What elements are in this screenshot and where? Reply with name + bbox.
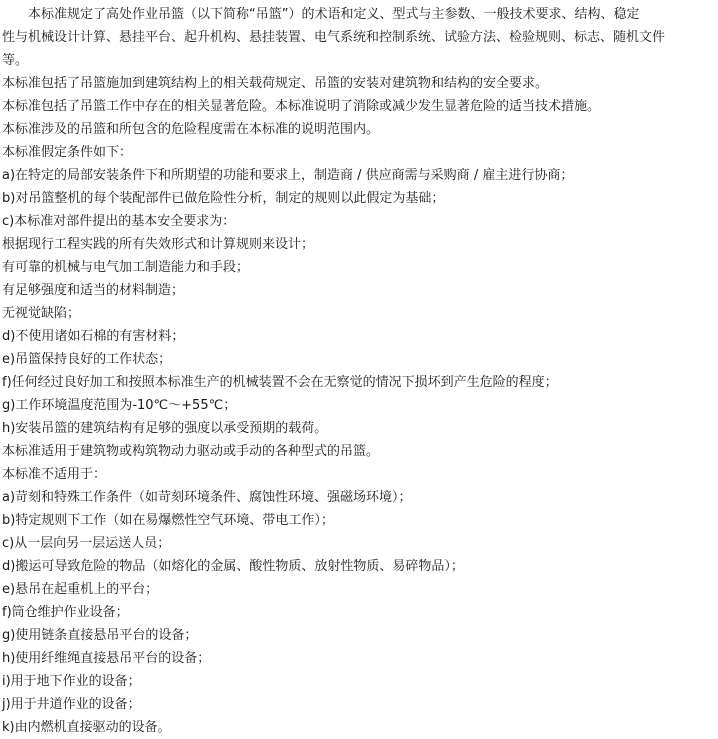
text-line: e)悬吊在起重机上的平台； [2, 582, 159, 597]
text-line: 本标准不适用于： [2, 467, 107, 482]
text-line: f)筒仓维护作业设备； [2, 605, 129, 620]
text-line: 本标准包括了吊篮工作中存在的相关显著危险。本标准说明了消除或减少发生显著危险的适当技术措施。 [2, 99, 601, 114]
text-line: h)安装吊篮的建筑结构有足够的强度以承受预期的载荷。 [2, 421, 328, 436]
text-line: i)用于地下作业的设备； [2, 674, 141, 689]
text-line: a)苛刻和特殊工作条件（如苛刻环境条件、腐蚀性环境、强磁场环境）； [2, 490, 412, 505]
text-line: d)搬运可导致危险的物品（如熔化的金属、酸性物质、放射性物质、易碎物品）； [2, 559, 464, 574]
text-line: b)特定规则下工作（如在易爆燃性空气环境、带电工作）； [2, 513, 334, 528]
text-line: b)对吊篮整机的每个装配部件已做危险性分析，制定的规则以此假定为基础； [2, 191, 445, 206]
text-line: 无视觉缺陷； [2, 306, 81, 321]
text-line: k)由内燃机直接驱动的设备。 [2, 720, 171, 735]
text-line: c)本标准对部件提出的基本安全要求为： [2, 214, 236, 229]
text-line: 等。 [2, 53, 29, 68]
text-line: a)在特定的局部安装条件下和所期望的功能和要求上，制造商 / 供应商需与采购商 / 雇主进行协商； [2, 168, 574, 183]
text-line: 本标准规定了高处作业吊篮（以下简称“吊篮”）的术语和定义、型式与主参数、一般技术要求、结构、稳定 [28, 7, 640, 22]
text-line: 本标准包括了吊篮施加到建筑结构上的相关载荷规定、吊篮的安装对建筑物和结构的安全要求。 [2, 76, 549, 91]
text-line: c)从一层向另一层运送人员； [2, 536, 171, 551]
text-line: f)任何经过良好加工和按照本标准生产的机械装置不会在无察觉的情况下损坏到产生危险的程度； [2, 375, 558, 390]
text-line: 本标准涉及的吊篮和所包含的危险程度需在本标准的说明范围内。 [2, 122, 380, 137]
text-line: 有足够强度和适当的材料制造； [2, 283, 185, 298]
text-line: 本标准适用于建筑物或构筑物动力驱动或手动的各种型式的吊篮。 [2, 444, 380, 459]
text-line: d)不使用诸如石棉的有害材料； [2, 329, 185, 344]
text-line: h)使用纤维绳直接悬吊平台的设备； [2, 651, 211, 666]
text-line: 性与机械设计计算、悬挂平台、起升机构、悬挂装置、电气系统和控制系统、试验方法、检验规则、标志、随机文件 [2, 30, 666, 45]
text-line: j)用于井道作业的设备； [2, 697, 141, 712]
text-line: g)使用链条直接悬吊平台的设备； [2, 628, 198, 643]
text-line: g)工作环境温度范围为-10℃～+55℃； [2, 398, 237, 413]
text-line: 根据现行工程实践的所有失效形式和计算规则来设计； [2, 237, 315, 252]
text-line: e)吊篮保持良好的工作状态； [2, 352, 172, 367]
text-line: 本标准假定条件如下： [2, 145, 133, 160]
text-line: 有可靠的机械与电气加工制造能力和手段； [2, 260, 250, 275]
